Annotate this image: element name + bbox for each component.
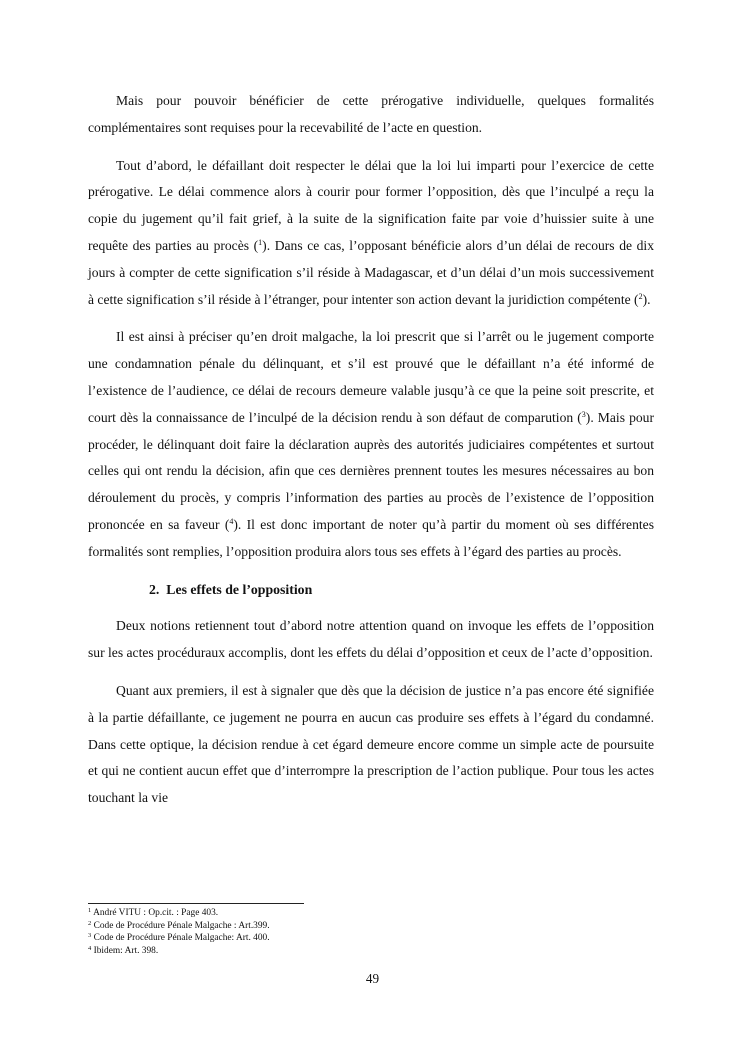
footnote-ref: 2 xyxy=(638,291,643,301)
paragraph xyxy=(88,88,654,142)
paragraph-text: ). Dans ce cas, l’opposant bénéficie alors d’un délai de recours de dix jours à compter de cette signification s’il réside à Madagascar, et d’un délai d’un mois successivement à cette signification s’il réside à l’étranger, pour intenter son action devant la juridiction compétente ( xyxy=(88,237,654,307)
paragraph-text: Deux notions retiennent tout d’abord notre attention quand on invoque les effets de l’opposition sur les actes procéduraux accomplis, dont les effets du délai d’opposition et ceux de l’acte d’opposition. xyxy=(88,618,654,661)
footnote-number: 4 xyxy=(88,944,92,952)
footnote-number: 2 xyxy=(88,919,92,927)
paragraphs-after-heading xyxy=(88,613,654,812)
paragraph xyxy=(88,324,654,565)
footnote xyxy=(88,932,654,945)
paragraph-text: ). xyxy=(642,291,651,307)
paragraphs-before-heading xyxy=(88,88,654,566)
footnote-number: 1 xyxy=(88,907,92,914)
footnote-text: André VITU : Op.cit. : Page 403. xyxy=(93,908,219,918)
footnote-text: Ibidem: Art. 398. xyxy=(93,945,159,956)
footnote-ref: 1 xyxy=(258,237,263,247)
paragraph-text: ). Mais pour procéder, le délinquant doit faire la déclaration auprès des autorités judiciaires compétentes et surtout celles qui ont rendu la décision, afin que ces dernières prennent toutes les mesures nécessaires au bon déroulement du procès, y compris l’information des parties au procès de l’existence de l’opposition prononcée en sa faveur ( xyxy=(88,409,654,532)
paragraph-text: Mais pour pouvoir bénéficier de cette prérogative individuelle, quelques formalités complémentaires sont requises pour la recevabilité de l’acte en question. xyxy=(88,93,654,135)
page-body xyxy=(88,88,654,823)
paragraph xyxy=(88,613,654,667)
paragraph xyxy=(88,153,654,314)
footnotes xyxy=(88,907,654,957)
footnote xyxy=(88,945,654,958)
paragraph-text: Tout d’abord, le défaillant doit respecter le délai que la loi lui imparti pour l’exercice de cette prérogative. Le délai commence alors à courir pour former l’opposition, dès que l’inculpé a reçu la copie du jugement qu’il fait grief, à la suite de la signification faite par voie d’huissier suite à une requête des parties au procès ( xyxy=(88,157,654,253)
page-number: 49 xyxy=(365,971,380,986)
paragraph-text: Quant aux premiers, il est à signaler que dès que la décision de justice n’a pas encore été signifiée à la partie défaillante, ce jugement ne pourra en aucun cas produire ses effets à l’égard du condamné. Dans cette optique, la décision rendue à cet égard demeure encore comme un simple acte de poursuite et qui ne contient aucun effet que d’interrompre la prescription de l’action publique. Pour tous les actes touchant la vie xyxy=(88,682,654,806)
section-heading: 2. Les effets de l’opposition xyxy=(149,581,313,597)
paragraph-text: Il est ainsi à préciser qu’en droit malgache, la loi prescrit que si l’arrêt ou le jugement comporte une condamnation pénale du délinquant, et s’il est prouvé que le défaillant n’a été informé de l’existence de l’audience, ce délai de recours demeure valable jusqu’à ce que la peine soit prescrite, et court dès la connaissance de l’inculpé de la décision rendu à son défaut de comparution ( xyxy=(88,329,654,425)
footnote-ref: 4 xyxy=(229,516,234,526)
footnote xyxy=(88,907,654,920)
footnote xyxy=(88,920,654,933)
paragraph-text: ). Il est donc important de noter qu’à partir du moment où ses différentes formalités sont remplies, l’opposition produira alors tous ses effets à l’égard des parties au procès. xyxy=(88,516,654,559)
footnote-text: Code de Procédure Pénale Malgache: Art. 400. xyxy=(93,933,270,944)
footnote-ref: 3 xyxy=(581,409,586,419)
footnote-separator xyxy=(88,903,304,904)
footnote-number: 3 xyxy=(88,932,92,940)
paragraph xyxy=(88,678,654,812)
footnote-text: Code de Procédure Pénale Malgache : Art.399. xyxy=(93,920,270,931)
